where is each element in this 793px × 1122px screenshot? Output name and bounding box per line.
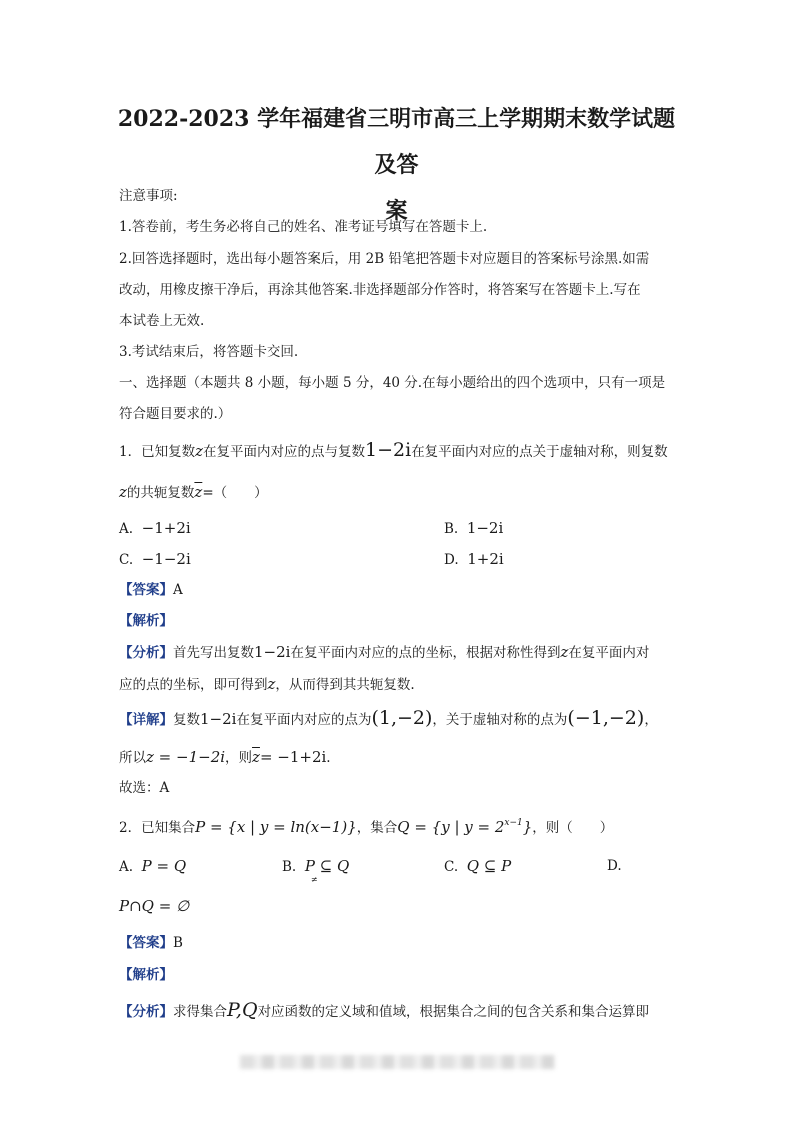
notice-item-3: 3.考试结束后，将答题卡交回.: [119, 344, 299, 360]
q2-answer: 【答案】B: [119, 935, 183, 951]
q1-xiangjie-line-1: 【详解】复数1−2i在复平面内对应的点为(1,−2)，关于虚轴对称的点为(−1,−2)，: [119, 707, 658, 729]
q1-option-d: D. 1+2i: [444, 550, 504, 568]
set-q-definition: Q = {y | $y = 2^{x-1}$}: [397, 818, 533, 836]
q2-option-b: B. P ⊆ Q ≠: [282, 857, 350, 884]
q2-option-d-label: D.: [607, 858, 622, 874]
q1-answer: 【答案】A: [119, 582, 183, 598]
set-p-definition: P = {x | y = ln(x−1)}: [195, 818, 357, 836]
q1-analysis-heading: 【解析】: [119, 613, 173, 629]
q2-stem: 2．已知集合P = {x | y = ln(x−1)}，集合Q = {y | $y = 2^{x-1}$}，则（ ）: [119, 818, 614, 836]
q1-option-c: C. −1−2i: [119, 550, 191, 568]
q1-stem-line-1: 1．已知复数z在复平面内对应的点与复数1−2i在复平面内对应的点关于虚轴对称，则复数: [119, 439, 668, 461]
q1-option-a: A. −1+2i: [119, 519, 191, 537]
q1-final-choice: 故选：A: [119, 780, 170, 796]
q2-fenxi-line-1: 【分析】求得集合P,Q对应函数的定义域和值域，根据集合之间的包含关系和集合运算即: [119, 999, 650, 1021]
section-heading-a: 一、选择题（本题共 8 小题，每小题 5 分，40 分.在每小题给出的四个选项中，只有一项是: [119, 375, 666, 391]
q1-fenxi-line-2: 应的点的坐标，即可得到z，从而得到其共轭复数.: [119, 675, 415, 693]
notice-item-1: 1.答卷前，考生务必将自己的姓名、准考证号填写在答题卡上.: [119, 219, 488, 235]
doc-title: [110, 96, 683, 234]
section-heading-b: 符合题目要求的.）: [119, 406, 232, 422]
q1-fenxi-line-1: 【分析】首先写出复数1−2i在复平面内对应的点的坐标，根据对称性得到z在复平面内对: [119, 643, 650, 661]
doc-title-line-1: 2022-2023 学年福建省三明市高三上学期期末数学试题及答: [117, 106, 676, 178]
q2-option-d: P∩Q = ∅: [119, 897, 190, 915]
math-expr: 1−2i: [365, 439, 412, 461]
q2-option-a: A. P = Q: [119, 857, 187, 875]
q1-stem-line-2: z的共轭复数$\overline{z}=$（ ）: [119, 483, 268, 501]
notice-heading: 注意事项:: [119, 188, 178, 204]
q1-option-b: B. 1−2i: [444, 519, 504, 537]
var-z-bar: $\overline{z}$: [194, 483, 203, 501]
q2-option-c: C. Q ⊆ P: [444, 857, 512, 875]
var-z: z: [195, 442, 203, 460]
doc-title-line-2: 案: [385, 198, 408, 224]
q2-analysis-heading: 【解析】: [119, 967, 173, 983]
var-z: z: [119, 483, 127, 501]
notice-item-2a: 2.回答选择题时，选出每小题答案后，用 2B 铅笔把答题卡对应题目的答案标号涂黑.如需: [119, 251, 650, 267]
notice-item-2b: 改动，用橡皮擦干净后，再涂其他答案.非选择题部分作答时，将答案写在答题卡上.写在: [119, 282, 641, 298]
q1-xiangjie-line-2: 所以z = −1−2i，则$\overline{z}= -1+2i$.: [119, 748, 331, 766]
notice-item-2c: 本试卷上无效.: [119, 313, 205, 329]
blurred-footer-watermark: [240, 1055, 555, 1069]
